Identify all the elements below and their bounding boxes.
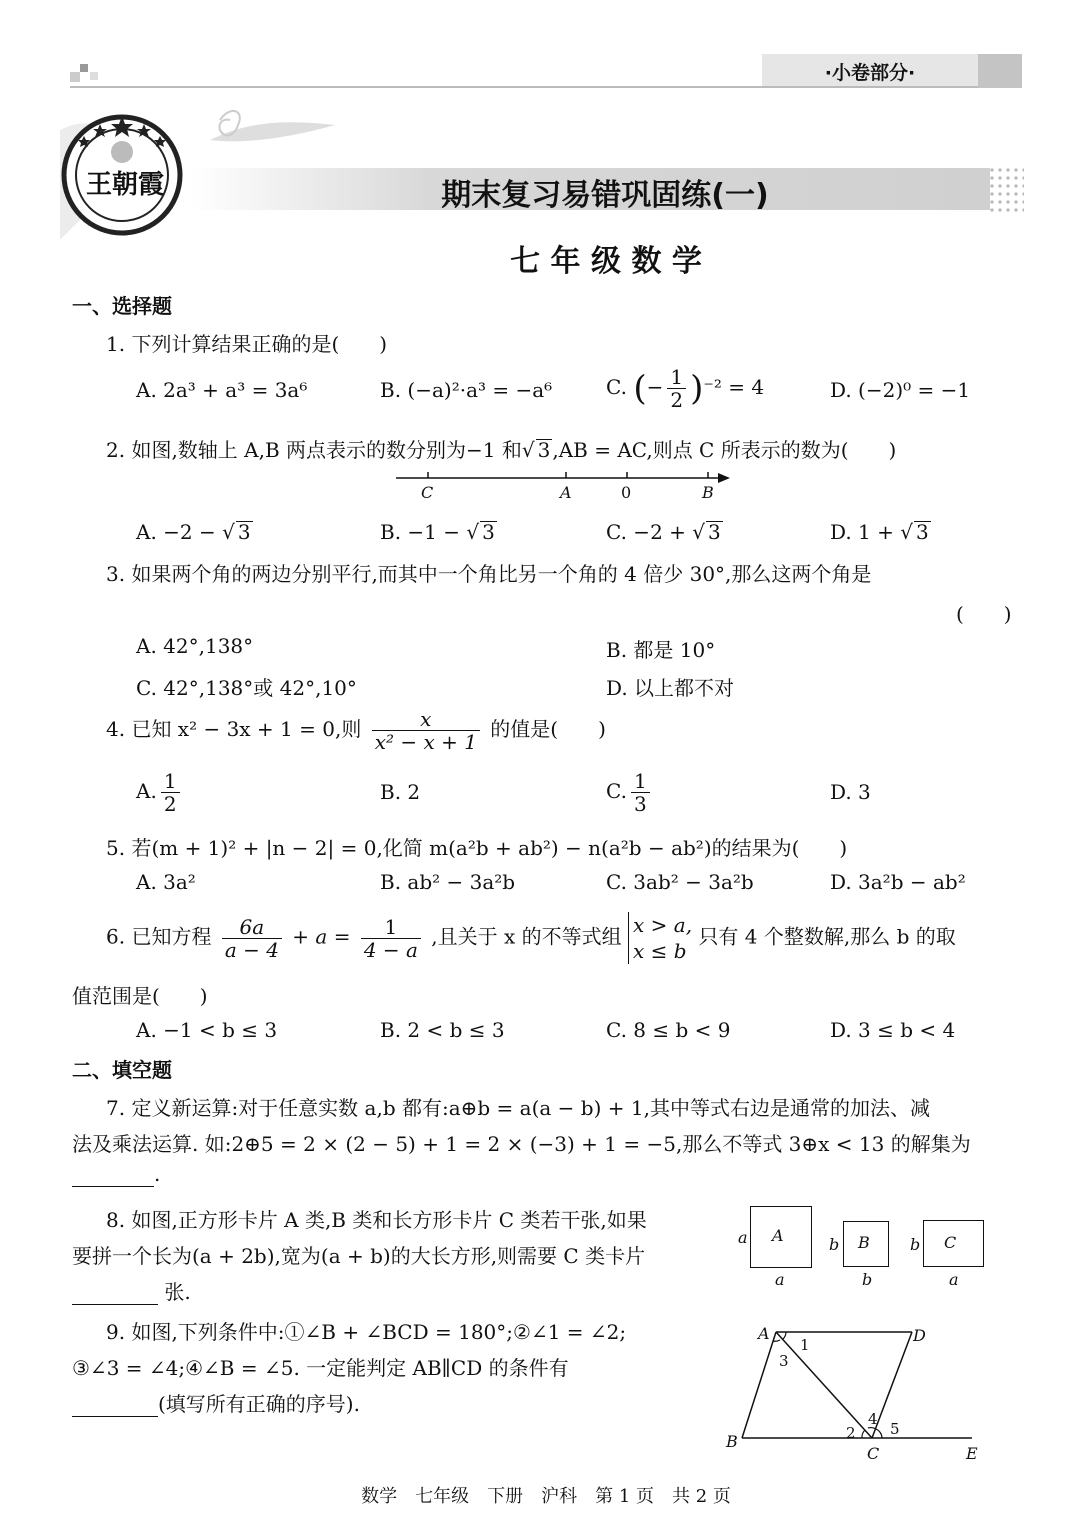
q6-stem-cont: 值范围是( ) [72,984,208,1008]
q4-option-d: D. 3 [830,780,871,804]
q4-frac-num: x [372,708,480,731]
q2-option-a: A. −2 − √ 3 [136,520,251,544]
q4-c-text: C. [606,779,627,803]
header-tab-label: ·小卷部分· [824,62,916,84]
q4-frac-den: x² − x + 1 [374,730,477,754]
q8-line3-text: 张. [164,1280,191,1304]
q2-b-text: B. −1 − [380,520,461,544]
q1-c-label: C. [606,375,627,399]
q6-system-line1: x > a, [633,913,693,937]
card-a-label: A [772,1226,784,1245]
q6-f1-num: 6a [222,916,282,939]
q3-stem: 3. 如果两个角的两边分别平行,而其中一个角比另一个角的 4 倍少 30°,那么这两个角是 [106,562,872,586]
q6-f1-den: a − 4 [224,937,279,962]
q7-answer-blank[interactable] [72,1162,154,1187]
angle-3: 3 [779,1352,789,1370]
q6-stem-pre: 6. 已知方程 [106,924,212,949]
q2-a-text: A. −2 − [136,520,216,544]
q3-option-d: D. 以上都不对 [606,676,735,700]
axis-label-b: B [702,483,714,502]
q2-option-d: D. 1 + √ 3 [830,520,929,544]
point-e: E [966,1444,978,1463]
q2-d-text: D. 1 + [830,520,894,544]
angle-1: 1 [800,1336,810,1354]
q2-b-root: 3 [482,520,495,544]
section-fill: 二、填空题 [72,1058,172,1082]
q6-f2-num: 1 [361,916,421,939]
point-d: D [913,1326,926,1345]
q3-option-a: A. 42°,138° [136,634,254,658]
page-footer: 数学 七年级 下册 沪科 第 1 页 共 2 页 [361,1486,731,1507]
q9-line3-text: (填写所有正确的序号). [158,1392,360,1416]
q2-a-root: 3 [237,520,251,544]
q3-option-c: C. 42°,138°或 42°,10° [136,676,357,700]
q6-stem-mid: ,且关于 x 的不等式组 [431,924,622,949]
q7-line1: 7. 定义新运算:对于任意实数 a,b 都有:a⊕b = a(a − b) + 1,其中等式右边是通常的加法、减 [106,1096,930,1120]
q8-line1: 8. 如图,正方形卡片 A 类,B 类和长方形卡片 C 类若干张,如果 [106,1208,647,1232]
q2-stem-pre: 2. 如图,数轴上 A,B 两点表示的数分别为−1 和 [106,438,522,462]
q2-stem: 2. 如图,数轴上 A,B 两点表示的数分别为−1 和√ 3 ,AB = AC,则点 C 所表示的数为( ) [106,438,897,462]
q7-line2: 法及乘法运算. 如:2⊕5 = 2 × (2 − 5) + 1 = 2 × (−3) + 1 = −5,那么不等式 3⊕x < 13 的解集为 [72,1132,971,1156]
q5-stem: 5. 若(m + 1)² + |n − 2| = 0,化简 m(a²b + ab²) − n(a²b − ab²)的结果为( ) [106,836,848,860]
title-dots [988,166,1024,212]
q8-line3 [72,1276,191,1305]
q2-stem-root: 3 [537,438,551,462]
q4-stem-pre: 4. 已知 x² − 3x + 1 = 0,则 [106,717,362,741]
q6-mid: + a = [292,924,351,949]
logo-wordmark: 王朝霞 [86,170,165,200]
q1-option-c: C. (− $\frac{1}{2}$ )⁻² = 4 [606,365,765,412]
card-c-bottom: a [949,1270,959,1289]
logo-text [86,164,164,201]
card-c-label: C [944,1233,957,1252]
q5-option-c: C. 3ab² − 3a²b [606,870,754,894]
q3-option-b: B. 都是 10° [606,638,716,662]
q8-line2: 要拼一个长为(a + 2b),宽为(a + b)的大长方形,则需要 C 类卡片 [72,1244,646,1268]
card-b-bottom: b [862,1270,873,1289]
q4-option-b: B. 2 [380,780,421,804]
q2-c-text: C. −2 + [606,520,686,544]
q6-stem [106,912,956,964]
card-a-bottom: a [775,1270,785,1289]
angle-4: 4 [868,1410,878,1428]
q1-stem: 1. 下列计算结果正确的是( ) [106,332,388,356]
q6-option-c: C. 8 ≤ b < 9 [606,1018,731,1042]
q4-option-c: C. $\frac{1}{3}$ [606,770,654,815]
page-subtitle: 七 年 级 数 学 [510,244,702,279]
card-a-side: a [738,1228,748,1247]
q6-f2-den: 4 − a [363,937,418,962]
point-a: A [758,1324,770,1343]
q4-stem-post: 的值是( ) [490,717,606,741]
q5-option-a: A. 3a² [136,870,196,894]
q6-option-d: D. 3 ≤ b < 4 [830,1018,956,1042]
q2-option-c: C. −2 + √ 3 [606,520,721,544]
q7-line3-text: . [154,1162,161,1186]
point-c: C [867,1444,880,1463]
q1-option-d: D. (−2)⁰ = −1 [830,378,971,402]
q6-system-line2: x ≤ b [633,939,687,963]
angle-5: 5 [890,1420,900,1438]
section-choice: 一、选择题 [72,294,172,318]
q2-stem-post: ,AB = AC,则点 C 所表示的数为( ) [552,438,897,462]
card-b-side: b [829,1235,840,1254]
header-rule [70,86,1022,88]
q3-paren: ( ) [956,602,1012,626]
q7-line3 [72,1162,160,1187]
q9-line3 [72,1388,360,1417]
q1-option-b: B. (−a)²·a³ = −a⁶ [380,378,553,402]
q1-c-tail: ⁻² = 4 [703,375,765,399]
q2-d-root: 3 [916,520,929,544]
header-tab-dark [978,54,1022,88]
angle-2: 2 [846,1424,856,1442]
q9-line2: ③∠3 = ∠4;④∠B = ∠5. 一定能判定 AB∥CD 的条件有 [72,1356,569,1380]
q4-option-a: A. $\frac{1}{2}$ [136,770,184,815]
point-b: B [726,1432,738,1451]
axis-label-0: 0 [621,483,632,502]
q1-option-a: A. 2a³ + a³ = 3a⁶ [136,378,308,402]
q9-answer-blank[interactable] [72,1392,158,1417]
q8-answer-blank[interactable] [72,1280,158,1305]
axis-label-a: A [560,483,572,502]
q5-option-b: B. ab² − 3a²b [380,870,516,894]
q6-stem-post: 只有 4 个整数解,那么 b 的取 [698,924,956,949]
q6-option-b: B. 2 < b ≤ 3 [380,1018,505,1042]
q4-stem [106,708,606,753]
q2-option-b: B. −1 − √ 3 [380,520,495,544]
axis-label-c: C [421,483,434,502]
q2-c-root: 3 [708,520,721,544]
q4-a-text: A. [136,779,157,803]
q9-line1: 9. 如图,下列条件中:①∠B + ∠BCD = 180°;②∠1 = ∠2; [106,1320,627,1344]
q6-option-a: A. −1 < b ≤ 3 [136,1018,278,1042]
corner-squares [70,64,100,84]
q5-option-d: D. 3a²b − ab² [830,870,966,894]
card-b-label: B [858,1233,870,1252]
card-c-side: b [910,1235,921,1254]
page-title: 期末复习易错巩固练(一) [441,178,769,213]
